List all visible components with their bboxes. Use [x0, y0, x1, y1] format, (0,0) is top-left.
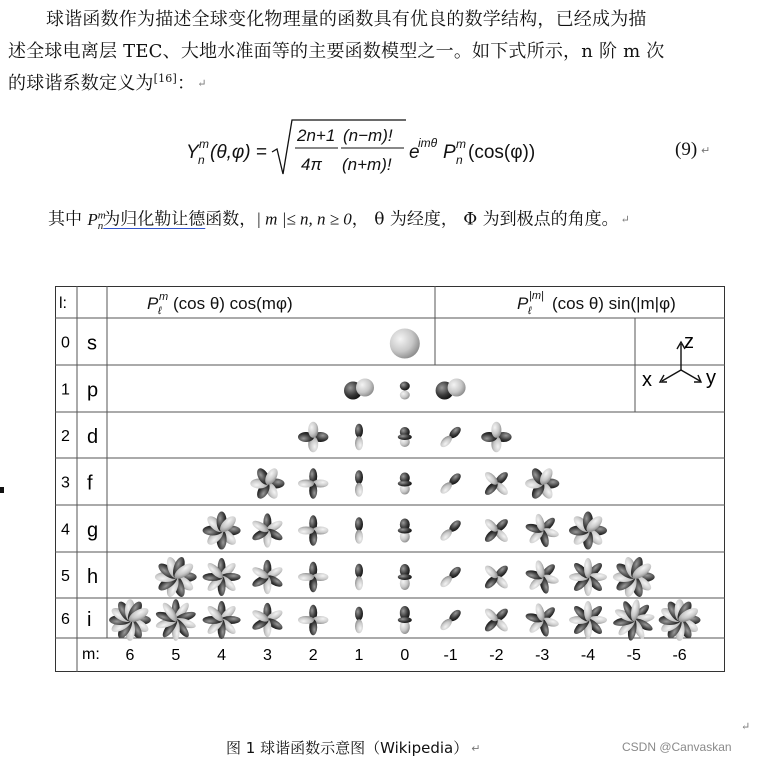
- axis-y-label: y: [706, 367, 716, 389]
- citation[interactable]: [16]: [153, 72, 177, 85]
- m-value-label: 2: [308, 647, 318, 664]
- harmonic-shape: [569, 512, 607, 550]
- axis-z-label: z: [684, 331, 694, 353]
- row-degree-label: 3: [61, 474, 70, 492]
- svg-text:2n+1: 2n+1: [297, 126, 336, 145]
- svg-text:=: =: [256, 142, 268, 163]
- row-degree-label: 1: [61, 381, 70, 399]
- svg-text:|m|: |m|: [529, 290, 544, 302]
- svg-text:(θ,φ): (θ,φ): [210, 142, 251, 163]
- intro-line-3: 的球谐系数定义为[16]： ↵: [8, 72, 207, 94]
- m-value-label: 3: [262, 647, 272, 664]
- harmonic-shape: [569, 601, 607, 639]
- legendre-link[interactable]: 为归化勒让德: [103, 209, 206, 230]
- svg-text:ℓ: ℓ: [528, 305, 532, 317]
- row-letter-label: h: [87, 566, 99, 588]
- legendre-symbol: $P^m_n$: [87, 209, 106, 233]
- row-letter-label: i: [87, 609, 92, 631]
- svg-text:m: m: [456, 137, 466, 151]
- spherical-harmonics-figure: [55, 286, 725, 672]
- svg-text:(cos θ) cos(mφ): (cos θ) cos(mφ): [173, 294, 293, 313]
- row-letter-label: s: [87, 332, 97, 355]
- spherical-harmonic-formula: [180, 112, 740, 182]
- harmonic-shape: [569, 558, 607, 596]
- m-value-label: 0: [400, 647, 410, 664]
- m-value-label: -2: [489, 647, 504, 664]
- svg-text:m: m: [199, 137, 209, 151]
- svg-text:P: P: [147, 294, 159, 313]
- row-letter-label: f: [87, 472, 93, 495]
- definition-paragraph: 其中 $P^m_n$为归化勒让德函数，| m |≤ n, n ≥ 0， θ 为经度， Φ 为到极点的角度。 ↵: [48, 209, 630, 233]
- row-degree-label: 4: [61, 521, 70, 539]
- svg-text:m: m: [159, 291, 169, 303]
- intro-line-1: 球谐函数作为描述全球变化物理量的函数具有优良的数学结构，已经成为描: [46, 9, 647, 30]
- axis-x-label: x: [642, 369, 652, 391]
- intro-paragraph: [8, 4, 758, 100]
- m-value-label: -1: [443, 647, 458, 664]
- m-value-label: 1: [354, 647, 364, 664]
- figure-caption: 图 1 球谐函数示意图（Wikipedia） ↵: [226, 739, 481, 757]
- paragraph-return-mark: ↵: [197, 77, 207, 90]
- margin-mark: [0, 487, 4, 493]
- l-header: l:: [59, 295, 67, 312]
- harmonic-shape: [203, 601, 241, 639]
- formula-lhs: Y: [186, 142, 199, 163]
- svg-text:(cos θ) sin(|m|φ): (cos θ) sin(|m|φ): [552, 294, 676, 313]
- m-value-label: -5: [626, 647, 641, 664]
- watermark: CSDN @Canvaskan: [622, 740, 732, 754]
- row-degree-label: 6: [61, 611, 70, 628]
- harmonic-shape: [390, 329, 420, 359]
- m-value-label: -6: [672, 647, 687, 664]
- m-value-label: 5: [171, 647, 181, 664]
- row-letter-label: d: [87, 426, 99, 448]
- svg-text:n: n: [198, 153, 205, 167]
- intro-line-2: 述全球电离层 TEC、大地水准面等的主要函数模型之一。如下式所示，n 阶 m 次: [8, 41, 665, 62]
- page-return-mark: ↵: [741, 720, 751, 733]
- svg-text:n: n: [456, 153, 463, 167]
- row-degree-label: 5: [61, 568, 70, 585]
- m-value-label: 4: [217, 647, 227, 664]
- m-value-label: 6: [125, 647, 135, 664]
- svg-text:imθ: imθ: [418, 136, 438, 150]
- m-header: m:: [82, 646, 100, 663]
- harmonic-shape: [203, 512, 241, 550]
- row-letter-label: p: [87, 379, 99, 402]
- svg-text:ℓ: ℓ: [158, 305, 162, 317]
- row-degree-label: 0: [61, 334, 70, 352]
- svg-text:e: e: [409, 142, 420, 163]
- svg-text:P: P: [443, 142, 456, 163]
- row-degree-label: 2: [61, 428, 70, 445]
- equation-number: (9) ↵: [675, 139, 711, 160]
- svg-text:(n+m)!: (n+m)!: [342, 155, 392, 174]
- m-value-label: -3: [535, 647, 550, 664]
- svg-text:P: P: [517, 294, 529, 313]
- svg-text:4π: 4π: [301, 155, 322, 174]
- svg-text:(cos(φ)): (cos(φ)): [468, 142, 536, 163]
- harmonic-shape: [203, 558, 241, 596]
- m-value-label: -4: [580, 647, 596, 664]
- row-letter-label: g: [87, 519, 99, 542]
- svg-text:(n−m)!: (n−m)!: [343, 126, 393, 145]
